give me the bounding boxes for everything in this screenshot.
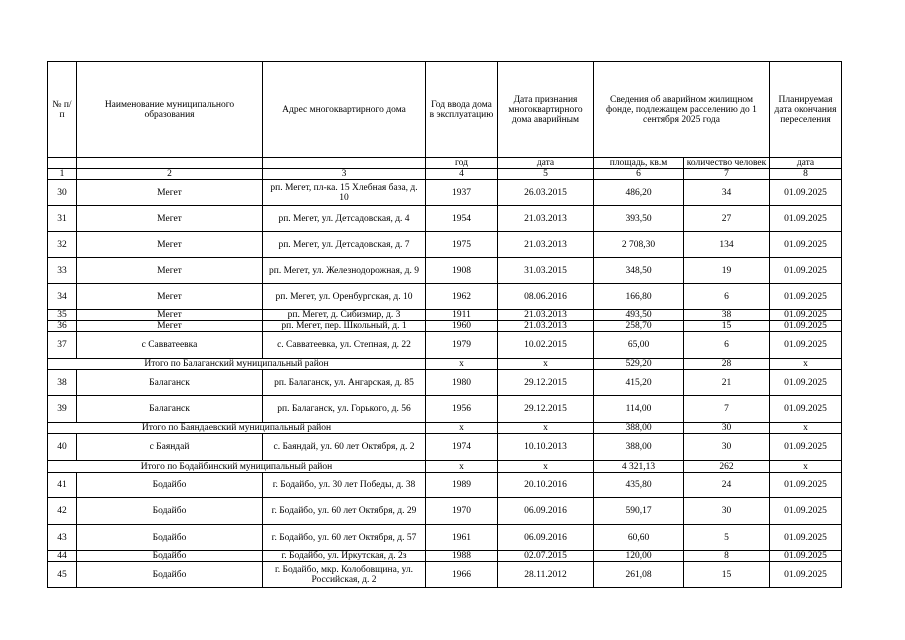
cell-num: 37	[48, 332, 77, 359]
cell-end-date: 01.09.2025	[770, 232, 842, 258]
table-row	[48, 232, 842, 258]
cell-people: 19	[684, 258, 770, 284]
cell-end-date: 01.09.2025	[770, 321, 842, 332]
table-row	[48, 434, 842, 461]
cell-end-date: 01.09.2025	[770, 473, 842, 498]
cell-municipality: Мегет	[77, 284, 263, 310]
table-row	[48, 551, 842, 562]
cell-area: 435,80	[594, 473, 684, 498]
table-row	[48, 525, 842, 551]
cell-end-date: 01.09.2025	[770, 370, 842, 396]
cell-date: 31.03.2015	[498, 258, 594, 284]
cell-area: 388,00	[594, 423, 684, 434]
cell-area: 415,20	[594, 370, 684, 396]
column-number: 5	[498, 169, 594, 180]
cell-end-date: 01.09.2025	[770, 332, 842, 359]
cell-municipality: Бодайбо	[77, 562, 263, 588]
cell-year: 1970	[426, 498, 498, 525]
cell-address: рп. Мегет, пл-ка. 15 Хлебная база, д. 10	[263, 180, 426, 206]
cell-area: 114,00	[594, 396, 684, 423]
cell-area: 486,20	[594, 180, 684, 206]
cell-end-date: 01.09.2025	[770, 284, 842, 310]
table-row	[48, 473, 842, 498]
cell-municipality: Бодайбо	[77, 551, 263, 562]
cell-people: 24	[684, 473, 770, 498]
cell-year: 1954	[426, 206, 498, 232]
total-label: Итого по Балаганский муниципальный район	[48, 359, 426, 370]
cell-municipality: Бодайбо	[77, 525, 263, 551]
cell-people: 6	[684, 284, 770, 310]
cell-date: 10.10.2013	[498, 434, 594, 461]
header-year-intro: Год ввода дома в эксплуатацию	[426, 62, 498, 158]
cell-end-date: 01.09.2025	[770, 180, 842, 206]
cell-address: рп. Балаганск, ул. Ангарская, д. 85	[263, 370, 426, 396]
cell-area: 258,70	[594, 321, 684, 332]
table-row	[48, 284, 842, 310]
cell-date: 28.11.2012	[498, 562, 594, 588]
table-row	[48, 321, 842, 332]
cell-address: г. Бодайбо, ул. 30 лет Победы, д. 38	[263, 473, 426, 498]
total-row	[48, 461, 842, 473]
cell-num: 34	[48, 284, 77, 310]
cell-municipality: с Баяндай	[77, 434, 263, 461]
cell-people: 7	[684, 396, 770, 423]
cell-people: 30	[684, 423, 770, 434]
cell-area: 393,50	[594, 206, 684, 232]
cell-date: 02.07.2015	[498, 551, 594, 562]
cell-address: рп. Балаганск, ул. Горького, д. 56	[263, 396, 426, 423]
cell-people: 15	[684, 321, 770, 332]
cell-end-date: x	[770, 423, 842, 434]
cell-address: с. Савватеевка, ул. Степная, д. 22	[263, 332, 426, 359]
cell-area: 120,00	[594, 551, 684, 562]
cell-date: 21.03.2013	[498, 310, 594, 321]
cell-end-date: 01.09.2025	[770, 525, 842, 551]
cell-date: 21.03.2013	[498, 321, 594, 332]
cell-end-date: 01.09.2025	[770, 562, 842, 588]
cell-year: 1962	[426, 284, 498, 310]
cell-date: 20.10.2016	[498, 473, 594, 498]
subheader-empty	[77, 158, 263, 169]
header-fund-info: Сведения об аварийном жилищном фонде, подлежащем расселению до 1 сентября 2025 года	[594, 62, 770, 158]
cell-municipality: с Савватеевка	[77, 332, 263, 359]
cell-num: 45	[48, 562, 77, 588]
cell-municipality: Балаганск	[77, 396, 263, 423]
cell-municipality: Мегет	[77, 180, 263, 206]
column-number: 4	[426, 169, 498, 180]
table-row	[48, 562, 842, 588]
cell-people: 27	[684, 206, 770, 232]
cell-area: 493,50	[594, 310, 684, 321]
cell-address: г. Бодайбо, ул. 60 лет Октября, д. 57	[263, 525, 426, 551]
subheader-row	[48, 158, 842, 169]
column-number-row	[48, 169, 842, 180]
cell-area: 4 321,13	[594, 461, 684, 473]
cell-people: 34	[684, 180, 770, 206]
cell-date: x	[498, 423, 594, 434]
cell-year: 1961	[426, 525, 498, 551]
subheader-date2: дата	[770, 158, 842, 169]
table-row	[48, 332, 842, 359]
cell-date: 08.06.2016	[498, 284, 594, 310]
header-planned-end: Планируемая дата окончания переселения	[770, 62, 842, 158]
cell-year: x	[426, 461, 498, 473]
cell-year: 1956	[426, 396, 498, 423]
cell-date: 29.12.2015	[498, 370, 594, 396]
cell-year: 1988	[426, 551, 498, 562]
subheader-area: площадь, кв.м	[594, 158, 684, 169]
cell-people: 262	[684, 461, 770, 473]
cell-year: 1960	[426, 321, 498, 332]
subheader-people: количество человек	[684, 158, 770, 169]
cell-people: 15	[684, 562, 770, 588]
table-row	[48, 180, 842, 206]
cell-people: 38	[684, 310, 770, 321]
header-municipality: Наименование муниципального образования	[77, 62, 263, 158]
cell-date: 06.09.2016	[498, 498, 594, 525]
cell-year: 1975	[426, 232, 498, 258]
cell-people: 21	[684, 370, 770, 396]
column-number: 3	[263, 169, 426, 180]
cell-address: рп. Мегет, ул. Детсадовская, д. 4	[263, 206, 426, 232]
cell-date: x	[498, 359, 594, 370]
table-row	[48, 370, 842, 396]
cell-num: 38	[48, 370, 77, 396]
cell-num: 41	[48, 473, 77, 498]
cell-date: 21.03.2013	[498, 206, 594, 232]
subheader-empty	[48, 158, 77, 169]
cell-area: 261,08	[594, 562, 684, 588]
cell-area: 388,00	[594, 434, 684, 461]
cell-num: 31	[48, 206, 77, 232]
cell-municipality: Мегет	[77, 321, 263, 332]
cell-end-date: 01.09.2025	[770, 258, 842, 284]
cell-end-date: 01.09.2025	[770, 396, 842, 423]
cell-address: г. Бодайбо, ул. Иркутская, д. 2з	[263, 551, 426, 562]
cell-num: 30	[48, 180, 77, 206]
subheader-empty	[263, 158, 426, 169]
cell-area: 348,50	[594, 258, 684, 284]
cell-people: 134	[684, 232, 770, 258]
cell-area: 65,00	[594, 332, 684, 359]
header-date-recognized: Дата признания многоквартирного дома аварийным	[498, 62, 594, 158]
column-number: 7	[684, 169, 770, 180]
cell-municipality: Мегет	[77, 258, 263, 284]
cell-municipality: Бодайбо	[77, 498, 263, 525]
cell-year: 1989	[426, 473, 498, 498]
cell-address: рп. Мегет, пер. Школьный, д. 1	[263, 321, 426, 332]
cell-people: 30	[684, 434, 770, 461]
cell-end-date: x	[770, 461, 842, 473]
cell-year: x	[426, 423, 498, 434]
cell-num: 43	[48, 525, 77, 551]
cell-address: рп. Мегет, д. Сибизмир, д. 3	[263, 310, 426, 321]
header-row	[48, 62, 842, 158]
total-label: Итого по Баяндаевский муниципальный район	[48, 423, 426, 434]
cell-end-date: 01.09.2025	[770, 206, 842, 232]
cell-municipality: Бодайбо	[77, 473, 263, 498]
cell-area: 529,20	[594, 359, 684, 370]
cell-date: 26.03.2015	[498, 180, 594, 206]
cell-address: г. Бодайбо, ул. 60 лет Октября, д. 29	[263, 498, 426, 525]
cell-municipality: Мегет	[77, 310, 263, 321]
cell-end-date: 01.09.2025	[770, 498, 842, 525]
cell-people: 6	[684, 332, 770, 359]
column-number: 2	[77, 169, 263, 180]
cell-area: 2 708,30	[594, 232, 684, 258]
cell-num: 35	[48, 310, 77, 321]
cell-num: 36	[48, 321, 77, 332]
cell-num: 40	[48, 434, 77, 461]
cell-end-date: 01.09.2025	[770, 434, 842, 461]
cell-date: 21.03.2013	[498, 232, 594, 258]
cell-num: 42	[48, 498, 77, 525]
cell-address: рп. Мегет, ул. Детсадовская, д. 7	[263, 232, 426, 258]
cell-end-date: 01.09.2025	[770, 551, 842, 562]
cell-year: x	[426, 359, 498, 370]
cell-date: 06.09.2016	[498, 525, 594, 551]
cell-address: г. Бодайбо, мкр. Колобовщина, ул. Российская, д. 2	[263, 562, 426, 588]
table-row	[48, 498, 842, 525]
resettlement-table	[47, 61, 842, 588]
cell-area: 166,80	[594, 284, 684, 310]
cell-year: 1980	[426, 370, 498, 396]
cell-area: 60,60	[594, 525, 684, 551]
cell-year: 1974	[426, 434, 498, 461]
cell-people: 30	[684, 498, 770, 525]
cell-year: 1966	[426, 562, 498, 588]
total-label: Итого по Бодайбинский муниципальный район	[48, 461, 426, 473]
cell-end-date: x	[770, 359, 842, 370]
cell-year: 1937	[426, 180, 498, 206]
header-num: № п/п	[48, 62, 77, 158]
total-row	[48, 359, 842, 370]
cell-municipality: Балаганск	[77, 370, 263, 396]
cell-num: 32	[48, 232, 77, 258]
table-row	[48, 396, 842, 423]
cell-year: 1908	[426, 258, 498, 284]
column-number: 8	[770, 169, 842, 180]
cell-people: 8	[684, 551, 770, 562]
cell-municipality: Мегет	[77, 206, 263, 232]
cell-municipality: Мегет	[77, 232, 263, 258]
table-row	[48, 258, 842, 284]
column-number: 1	[48, 169, 77, 180]
column-number: 6	[594, 169, 684, 180]
header-address: Адрес многоквартирного дома	[263, 62, 426, 158]
cell-date: x	[498, 461, 594, 473]
cell-num: 44	[48, 551, 77, 562]
table-row	[48, 206, 842, 232]
total-row	[48, 423, 842, 434]
cell-address: с. Баяндай, ул. 60 лет Октября, д. 2	[263, 434, 426, 461]
cell-num: 39	[48, 396, 77, 423]
cell-num: 33	[48, 258, 77, 284]
cell-end-date: 01.09.2025	[770, 310, 842, 321]
cell-address: рп. Мегет, ул. Оренбургская, д. 10	[263, 284, 426, 310]
cell-address: рп. Мегет, ул. Железнодорожная, д. 9	[263, 258, 426, 284]
cell-year: 1979	[426, 332, 498, 359]
cell-date: 10.02.2015	[498, 332, 594, 359]
subheader-date: дата	[498, 158, 594, 169]
cell-year: 1911	[426, 310, 498, 321]
cell-area: 590,17	[594, 498, 684, 525]
subheader-year: год	[426, 158, 498, 169]
table-row	[48, 310, 842, 321]
cell-people: 5	[684, 525, 770, 551]
cell-date: 29.12.2015	[498, 396, 594, 423]
cell-people: 28	[684, 359, 770, 370]
